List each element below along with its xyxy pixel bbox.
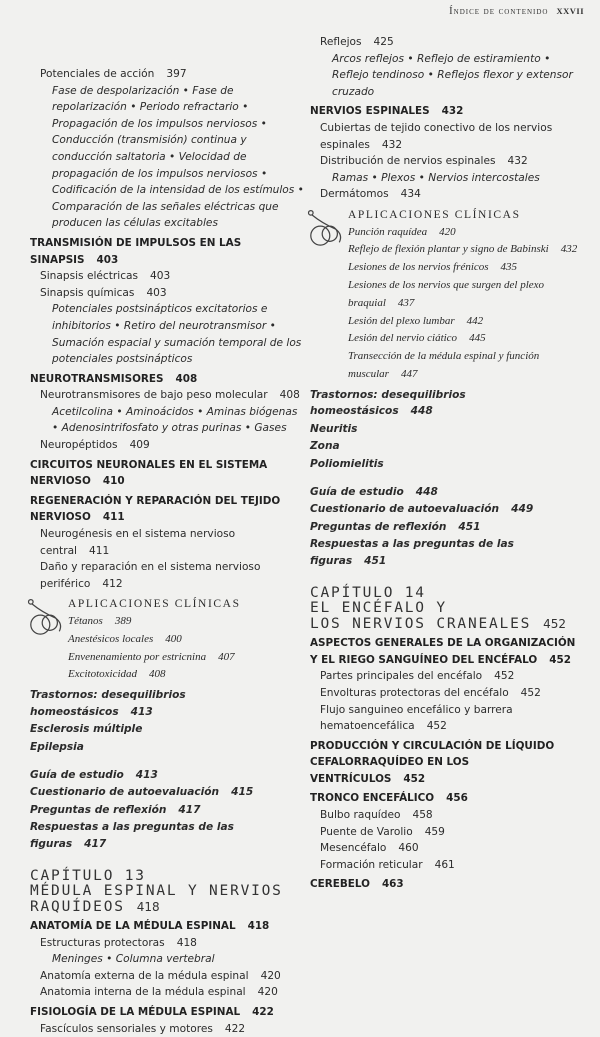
- toc-back-matter-entry: [30, 721, 305, 738]
- toc-back-matter-entry: [310, 438, 585, 455]
- entry-text: Lesiones de los nervios que surgen del plexo braquial: [348, 278, 545, 309]
- entry-text: NERVIOS ESPINALES: [310, 105, 430, 118]
- entry-text: Formación reticular: [320, 858, 423, 871]
- page-number: 448: [410, 405, 433, 418]
- toc-entry: [310, 857, 585, 874]
- page-number: 403: [150, 270, 171, 283]
- entry-text: Partes principales del encéfalo: [320, 670, 483, 683]
- toc-subtopics: [30, 83, 305, 232]
- entry-text: ANATOMÍA DE LA MÉDULA ESPINAL: [30, 920, 236, 933]
- page-number: 452: [549, 653, 571, 666]
- page-number: 422: [252, 1006, 274, 1018]
- entry-text: Poliomielitis: [310, 458, 384, 471]
- entry-text: Transección de la médula espinal y función muscular: [348, 350, 540, 380]
- entry-text: FISIOLOGÍA DE LA MÉDULA ESPINAL: [30, 1006, 241, 1018]
- toc-section-heading: [30, 457, 305, 490]
- entry-text: Daño y reparación en el sistema nervioso periférico: [40, 561, 261, 590]
- toc-entry: [30, 968, 305, 985]
- page-number: 413: [135, 768, 158, 781]
- page-number: 400: [165, 632, 182, 645]
- entry-text: Trastornos: desequilibrios homeostásicos: [310, 388, 466, 418]
- toc-entry: [30, 268, 305, 285]
- toc-entry: [30, 285, 305, 302]
- page-number: 409: [129, 439, 150, 452]
- toc-subtopics: [310, 170, 585, 187]
- toc-back-matter-entry: [310, 519, 585, 536]
- page-number: 463: [381, 878, 404, 891]
- toc-back-matter-entry: [310, 421, 585, 438]
- entry-text: Lesión del nervio ciático: [348, 332, 458, 345]
- entry-text: Dermátomos: [320, 188, 389, 201]
- entry-text: NEUROTRANSMISORES: [30, 372, 164, 385]
- toc-subtopics: [310, 51, 585, 101]
- entry-text: Potenciales postsinápticos excitatorios e inhibitorios • Retiro del neurotransmisor • Sumación espacial y sumación temporal de los potenciales postsinápticos: [52, 303, 302, 366]
- entry-text: Guía de estudio: [310, 485, 404, 498]
- toc-entry: [310, 824, 585, 841]
- entry-text: Neurogénesis en el sistema nervioso central: [40, 528, 236, 557]
- page-number: 403: [96, 253, 119, 266]
- entry-text: Anestésicos locales: [68, 632, 154, 645]
- page-number: 447: [400, 367, 418, 380]
- entry-text: Preguntas de reflexión: [310, 520, 447, 533]
- page-number: 449: [511, 503, 534, 516]
- toc-entry: [30, 935, 305, 952]
- toc-entry: [30, 387, 305, 404]
- spacer: [30, 853, 305, 863]
- entry-text: Reflejos: [320, 36, 362, 48]
- toc-entry: [310, 685, 585, 702]
- page-number: 425: [373, 36, 394, 48]
- toc-entry: [30, 526, 305, 559]
- entry-text: Trastornos: desequilibrios homeostásicos: [30, 689, 186, 718]
- entry-text: Guía de estudio: [30, 768, 124, 781]
- header-title: Índice de contenido: [449, 6, 549, 17]
- entry-text: Zona: [310, 440, 340, 453]
- entry-text: Puente de Varolio: [320, 825, 413, 838]
- page-number: 420: [257, 986, 278, 999]
- page-number: 415: [231, 786, 254, 799]
- page-number: 408: [279, 389, 300, 402]
- toc-disorders-heading: [30, 687, 305, 720]
- entry-text: Fascículos sensoriales y motores: [40, 1022, 213, 1035]
- clinical-application-entry: [30, 631, 305, 649]
- entry-text: Mesencéfalo: [320, 842, 387, 855]
- entry-text: Anatomía externa de la médula espinal: [40, 969, 249, 982]
- page-number: 432: [441, 105, 464, 118]
- toc-section-heading: [30, 1004, 305, 1021]
- entry-text: Envolturas protectoras del encéfalo: [320, 686, 509, 699]
- header-page-number: XXVII: [556, 6, 584, 16]
- page-number: 460: [398, 842, 419, 855]
- toc-back-matter-entry: [310, 456, 585, 473]
- page-number: 442: [466, 314, 484, 327]
- page-number: 411: [102, 511, 125, 524]
- page-number: 437: [397, 296, 415, 309]
- toc-section-heading: [310, 876, 585, 893]
- entry-text: Reflejo de flexión plantar y signo de Babinski: [348, 243, 549, 256]
- spacer: [310, 473, 585, 483]
- entry-text: REGENERACIÓN Y REPARACIÓN DEL TEJIDO NERVIOSO: [30, 494, 281, 524]
- page-number: 451: [458, 520, 481, 533]
- toc-left-column: [30, 66, 305, 1037]
- entry-text: Acetilcolina • Aminoácidos • Aminas biógenas • Adenosintrifosfato y otras purinas • Gases: [52, 405, 298, 435]
- page-number: 408: [175, 372, 198, 385]
- entry-text: Cuestionario de autoevaluación: [30, 786, 220, 799]
- entry-text: Bulbo raquídeo: [320, 809, 401, 822]
- clinical-application-entry: [30, 666, 305, 684]
- toc-entry: [310, 186, 585, 203]
- page-number: 458: [412, 809, 433, 822]
- page-number: 418: [176, 936, 197, 949]
- page-number: 448: [415, 485, 438, 498]
- entry-text: TRANSMISIÓN DE IMPULSOS EN LAS SINAPSIS: [30, 236, 242, 266]
- page-number: 445: [469, 332, 486, 345]
- entry-text: CAPÍTULO 14 EL ENCÉFALO Y LOS NERVIOS CRANEALES: [310, 584, 532, 632]
- entry-text: Excitotoxicidad: [68, 668, 138, 681]
- entry-text: CEREBELO: [310, 878, 370, 891]
- running-header: [449, 6, 584, 17]
- entry-text: Distribución de nervios espinales: [320, 155, 496, 168]
- chapter-title: [30, 869, 305, 916]
- entry-text: CIRCUITOS NEURONALES EN EL SISTEMA NERVIOSO: [30, 458, 268, 488]
- toc-section-heading: [30, 493, 305, 526]
- toc-entry: [30, 559, 305, 592]
- toc-entry: [30, 437, 305, 454]
- clinical-application-entry: [310, 330, 585, 348]
- entry-text: Flujo sanguineo encefálico y barrera hematoencefálica: [320, 703, 513, 733]
- entry-text: Meninges • Columna vertebral: [52, 953, 215, 966]
- toc-entry: [310, 702, 585, 735]
- entry-text: TRONCO ENCEFÁLICO: [310, 792, 435, 805]
- entry-text: Neuritis: [310, 422, 358, 435]
- toc-back-matter-entry: [30, 802, 305, 819]
- toc-back-matter-entry: [30, 784, 305, 801]
- entry-text: ASPECTOS GENERALES DE LA ORGANIZACIÓN Y EL RIEGO SANGUÍNEO DEL ENCÉFALO: [310, 637, 576, 666]
- entry-text: Sinapsis químicas: [40, 286, 135, 299]
- entry-text: Lesiones de los nervios frénicos: [348, 261, 489, 274]
- page-number: 411: [89, 544, 110, 557]
- entry-text: Respuestas a las preguntas de las figuras: [30, 821, 234, 850]
- toc-back-matter-entry: [310, 536, 585, 569]
- toc-section-heading: [310, 738, 585, 788]
- spacer: [310, 570, 585, 580]
- chapter-title: [310, 586, 585, 633]
- toc-back-matter-entry: [310, 484, 585, 501]
- entry-text: Ramas • Plexos • Nervios intercostales: [332, 171, 540, 184]
- toc-entry: [30, 66, 305, 83]
- page-number: 452: [403, 772, 426, 785]
- entry-text: Neurotransmisores de bajo peso molecular: [40, 389, 268, 402]
- toc-right-column: [310, 34, 585, 893]
- entry-text: Sinapsis eléctricas: [40, 270, 139, 283]
- entry-text: Cuestionario de autoevaluación: [310, 503, 500, 516]
- page-number: 418: [136, 899, 160, 914]
- clinical-applications-heading: [30, 596, 305, 613]
- page-number: 434: [400, 188, 421, 201]
- entry-text: Tétanos: [68, 615, 103, 627]
- page-number: 420: [439, 225, 456, 238]
- toc-subtopics: [30, 404, 305, 437]
- page-number: 456: [446, 792, 468, 805]
- page-number: 422: [224, 1022, 246, 1035]
- entry-text: Esclerosis múltiple: [30, 723, 143, 736]
- entry-text: Fase de despolarización • Fase de repolarización • Periodo refractario • Propagación de los impulsos nerviosos • Conducción (transmisión) continua y conducción saltatoria • Velocidad de propagación de los impulsos nerviosos • Codificación de la intensidad de los estímulos • Comparación de las señales eléctricas que producen las células excitables: [52, 84, 304, 230]
- toc-back-matter-entry: [30, 819, 305, 852]
- page-number: 432: [560, 243, 578, 256]
- page-number: 452: [543, 616, 567, 631]
- page-number: 461: [434, 858, 455, 871]
- entry-text: PRODUCCIÓN Y CIRCULACIÓN DE LÍQUIDO CEFALORRAQUÍDEO EN LOS VENTRÍCULOS: [310, 739, 555, 785]
- page-number: 389: [114, 615, 132, 627]
- toc-section-heading: [310, 103, 585, 120]
- page-number: 412: [102, 577, 123, 590]
- entry-text: Anatomia interna de la médula espinal: [40, 986, 246, 999]
- toc-entry: [310, 668, 585, 685]
- toc-disorders-heading: [310, 387, 585, 420]
- toc-section-heading: [30, 918, 305, 935]
- spacer: [30, 756, 305, 766]
- clinical-application-entry: [310, 224, 585, 242]
- clinical-application-entry: [30, 613, 305, 631]
- page-number: 452: [520, 686, 541, 699]
- clinical-application-entry: [310, 348, 585, 384]
- entry-text: APLICACIONES CLÍNICAS: [68, 598, 241, 611]
- page-number: 408: [149, 668, 166, 681]
- page-number: 413: [130, 705, 153, 718]
- page-number: 418: [247, 920, 270, 933]
- toc-back-matter-entry: [30, 739, 305, 756]
- entry-text: Estructuras protectoras: [40, 936, 165, 949]
- page-number: 397: [166, 68, 187, 80]
- toc-entry: [310, 34, 585, 51]
- page-number: 435: [500, 261, 518, 274]
- entry-text: Lesión del plexo lumbar: [348, 314, 455, 327]
- page-number: 432: [507, 155, 528, 168]
- page-number: 451: [364, 555, 387, 568]
- toc-section-heading: [30, 371, 305, 388]
- toc-entry: [310, 153, 585, 170]
- page-number: 403: [146, 286, 167, 299]
- entry-text: Punción raquídea: [348, 225, 428, 238]
- toc-entry: [30, 984, 305, 1001]
- entry-text: Cubiertas de tejido conectivo de los nervios espinales: [320, 121, 553, 151]
- toc-entry: [310, 807, 585, 824]
- clinical-application-entry: [310, 313, 585, 331]
- toc-back-matter-entry: [30, 767, 305, 784]
- toc-subtopics: [30, 951, 305, 968]
- page-number: 410: [102, 475, 125, 488]
- entry-text: Arcos reflejos • Reflejo de estiramiento • Reflejo tendinoso • Reflejos flexor y extensor cruzado: [332, 52, 573, 98]
- page-number: 452: [494, 670, 515, 683]
- page-number: 432: [381, 138, 403, 151]
- entry-text: Potenciales de acción: [40, 68, 155, 80]
- page-number: 417: [84, 837, 107, 850]
- toc-section-heading: [30, 235, 305, 268]
- toc-subtopics: [30, 301, 305, 367]
- toc-entry: [30, 1021, 305, 1037]
- toc-back-matter-entry: [310, 501, 585, 518]
- entry-text: Preguntas de reflexión: [30, 803, 167, 816]
- entry-text: Epilepsia: [30, 740, 84, 753]
- clinical-application-entry: [310, 241, 585, 259]
- clinical-application-entry: [30, 649, 305, 667]
- entry-text: APLICACIONES CLÍNICAS: [348, 208, 521, 221]
- clinical-application-entry: [310, 277, 585, 313]
- page-number: 407: [218, 650, 235, 663]
- toc-section-heading: [310, 635, 585, 668]
- clinical-application-entry: [310, 259, 585, 277]
- page-number: 452: [426, 720, 447, 733]
- entry-text: Envenenamiento por estricnina: [68, 650, 207, 663]
- page-number: 459: [424, 825, 445, 838]
- entry-text: Neuropéptidos: [40, 439, 118, 452]
- toc-entry: [310, 120, 585, 153]
- page-number: 417: [178, 803, 201, 816]
- clinical-applications-heading: [310, 207, 585, 224]
- entry-text: Respuestas a las preguntas de las figuras: [310, 538, 514, 568]
- page-number: 420: [260, 969, 281, 982]
- toc-section-heading: [310, 790, 585, 807]
- entry-text: CAPÍTULO 13 MÉDULA ESPINAL Y NERVIOS RAQUÍDEOS: [30, 867, 283, 915]
